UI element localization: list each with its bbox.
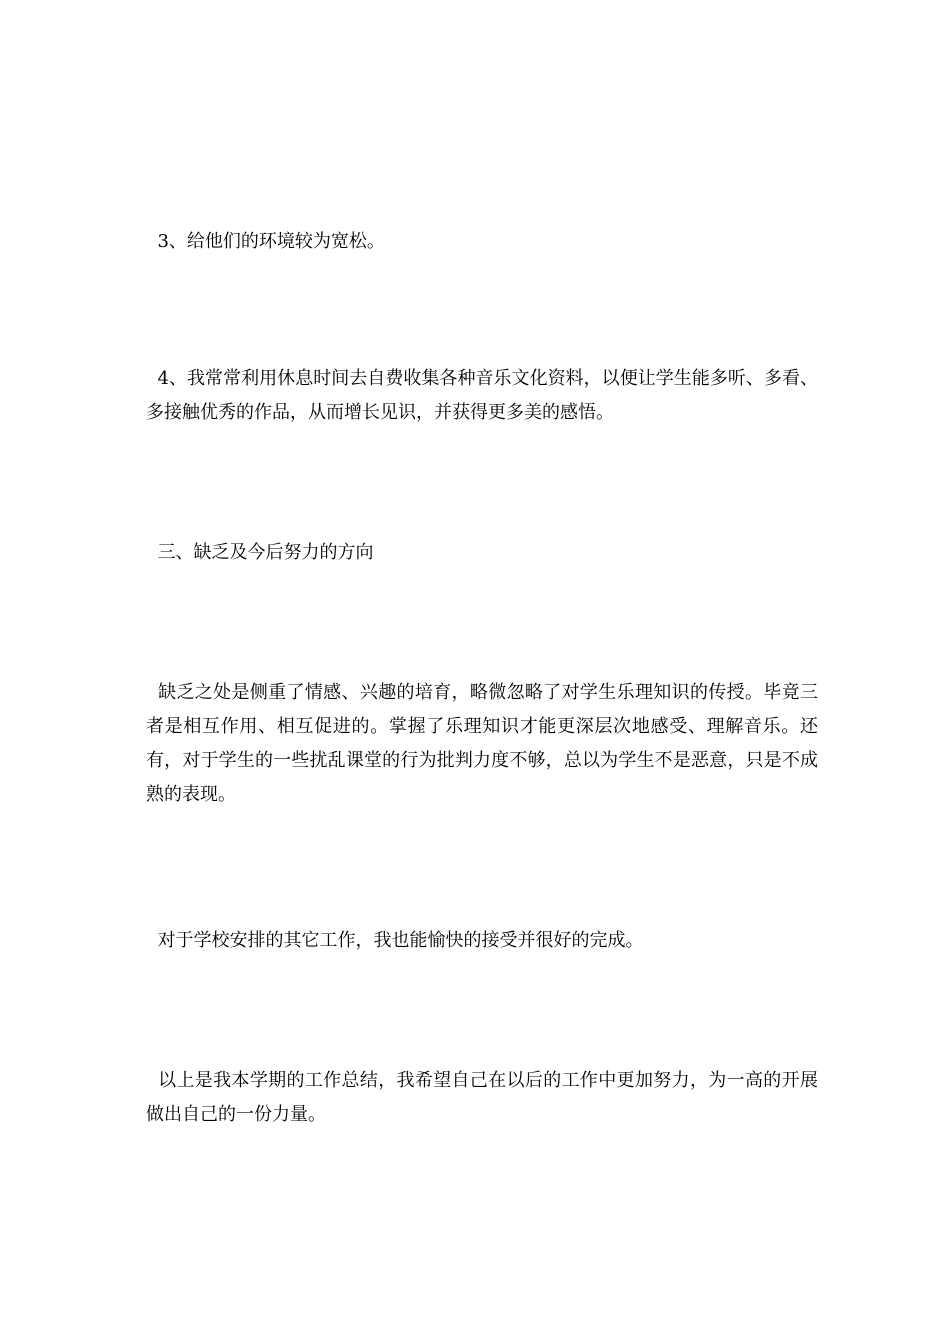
paragraph-item-4: 4、我常常利用休息时间去自费收集各种音乐文化资料，以便让学生能多听、多看、多接触优秀的作品，从而增长见识，并获得更多美的感悟。 (146, 368, 819, 423)
paragraph-shortcomings: 缺乏之处是侧重了情感、兴趣的培育，略微忽略了对学生乐理知识的传授。毕竟三者是相互作用、相互促进的。掌握了乐理知识才能更深层次地感受、理解音乐。还有，对于学生的一些扰乱课堂的行为批判力度不够，总以为学生不是恶意，只是不成熟的表现。 (146, 682, 818, 805)
paragraph-conclusion: 以上是我本学期的工作总结，我希望自己在以后的工作中更加努力，为一高的开展做出自己的一份力量。 (146, 1070, 818, 1125)
section-heading-3: 三、缺乏及今后努力的方向 (146, 542, 374, 563)
paragraph-item-3: 3、给他们的环境较为宽松。 (146, 231, 385, 252)
paragraph-other-work: 对于学校安排的其它工作，我也能愉快的接受并很好的完成。 (146, 930, 644, 951)
